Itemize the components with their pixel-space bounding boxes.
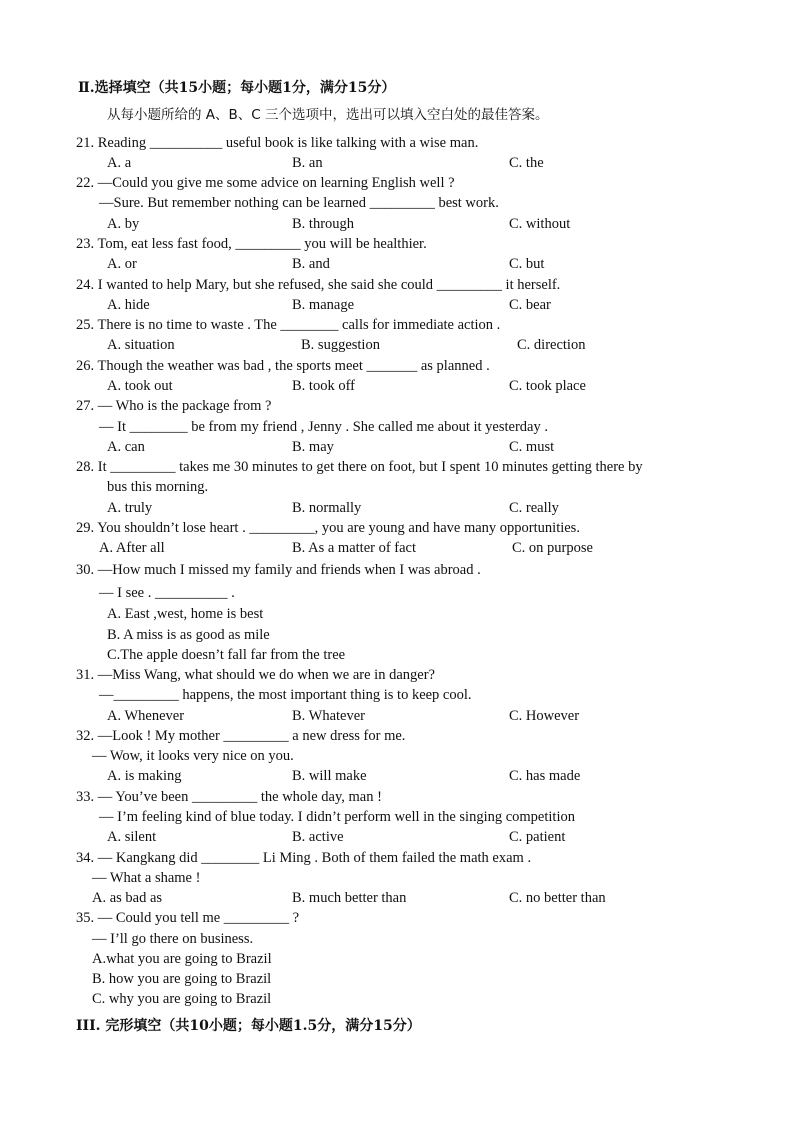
question-30-stem: 30. —How much I missed my family and friends when I was abroad .	[76, 562, 481, 578]
question-30-option-a: A. East ,west, home is best	[107, 606, 264, 622]
question-30-reply: — I see . __________ .	[99, 585, 235, 601]
section-2-heading: Ⅱ.选择填空（共15小题；每小题1分，满分15分）	[78, 80, 396, 96]
question-25-option-c: C. direction	[517, 337, 586, 353]
question-24-stem: 24. I wanted to help Mary, but she refused, she said she could _________ it herself.	[76, 277, 561, 293]
question-33-option-a: A. silent	[107, 829, 157, 845]
question-23-stem: 23. Tom, eat less fast food, _________ you will be healthier.	[76, 236, 427, 252]
question-31-option-c: C. However	[509, 708, 580, 724]
question-27-option-c: C. must	[509, 439, 555, 455]
question-33-stem: 33. — You’ve been _________ the whole day, man !	[76, 789, 382, 805]
question-34-option-a: A. as bad as	[92, 890, 163, 906]
question-30-option-c: C.The apple doesn’t fall far from the tree	[107, 647, 346, 663]
question-33-option-c: C. patient	[509, 829, 566, 845]
question-28-option-c: C. really	[509, 500, 559, 516]
question-23-option-c: C. but	[509, 256, 545, 272]
question-21-option-c: C. the	[509, 155, 544, 171]
question-27-reply: — It ________ be from my friend , Jenny . She called me about it yesterday .	[99, 419, 548, 435]
question-28-option-b: B. normally	[292, 500, 362, 516]
question-26-option-c: C. took place	[509, 378, 586, 394]
question-26-option-a: A. took out	[107, 378, 173, 394]
question-34-option-c: C. no better than	[509, 890, 606, 906]
question-29-option-c: C. on purpose	[512, 540, 593, 556]
question-29-option-a: A. After all	[99, 540, 165, 556]
question-25-option-a: A. situation	[107, 337, 175, 353]
question-32-option-a: A. is making	[107, 768, 182, 784]
question-26-option-b: B. took off	[292, 378, 355, 394]
question-32-option-b: B. will make	[292, 768, 367, 784]
question-32-reply: — Wow, it looks very nice on you.	[92, 748, 294, 764]
question-35-option-c: C. why you are going to Brazil	[92, 991, 272, 1007]
question-34-stem: 34. — Kangkang did ________ Li Ming . Both of them failed the math exam .	[76, 850, 532, 866]
question-27-option-b: B. may	[292, 439, 334, 455]
question-35-option-b: B. how you are going to Brazil	[92, 971, 272, 987]
question-29-stem: 29. You shouldn’t lose heart . _________, you are young and have many opportunities.	[76, 520, 580, 536]
question-31-reply: —_________ happens, the most important thing is to keep cool.	[99, 687, 472, 703]
question-27-stem: 27. — Who is the package from ?	[76, 398, 272, 414]
question-31-option-b: B. Whatever	[292, 708, 366, 724]
question-24-option-c: C. bear	[509, 297, 551, 313]
question-23-option-a: A. or	[107, 256, 137, 272]
question-24-option-a: A. hide	[107, 297, 150, 313]
question-21-option-b: B. an	[292, 155, 323, 171]
question-30-option-b: B. A miss is as good as mile	[107, 627, 270, 643]
question-26-stem: 26. Though the weather was bad , the sports meet _______ as planned .	[76, 358, 490, 374]
question-21-stem: 21. Reading __________ useful book is like talking with a wise man.	[76, 135, 479, 151]
question-21-option-a: A. a	[107, 155, 132, 171]
question-25-option-b: B. suggestion	[301, 337, 380, 353]
question-23-option-b: B. and	[292, 256, 330, 272]
question-25-stem: 25. There is no time to waste . The ________ calls for immediate action .	[76, 317, 501, 333]
question-22-reply: —Sure. But remember nothing can be learned _________ best work.	[99, 195, 499, 211]
question-35-reply: — I’ll go there on business.	[92, 931, 254, 947]
question-29-option-b: B. As a matter of fact	[292, 540, 417, 556]
question-28-option-a: A. truly	[107, 500, 153, 516]
question-27-option-a: A. can	[107, 439, 145, 455]
question-22-option-a: A. by	[107, 216, 140, 232]
question-24-option-b: B. manage	[292, 297, 355, 313]
question-22-option-b: B. through	[292, 216, 355, 232]
question-33-option-b: B. active	[292, 829, 344, 845]
question-34-reply: — What a shame !	[92, 870, 201, 886]
question-32-option-c: C. has made	[509, 768, 581, 784]
question-35-stem: 35. — Could you tell me _________ ?	[76, 910, 300, 926]
question-22-option-c: C. without	[509, 216, 571, 232]
question-28-stem: 28. It _________ takes me 30 minutes to get there on foot, but I spent 10 minutes getting there by	[76, 459, 643, 475]
question-22-stem: 22. —Could you give me some advice on learning English well ?	[76, 175, 455, 191]
question-31-stem: 31. —Miss Wang, what should we do when we are in danger?	[76, 667, 435, 683]
section-2-instruction: 从每小题所给的 A、B、C 三个选项中，选出可以填入空白处的最佳答案。	[107, 107, 549, 123]
question-35-option-a: A.what you are going to Brazil	[92, 951, 272, 967]
question-28-continuation: bus this morning.	[107, 479, 209, 495]
question-33-reply: — I’m feeling kind of blue today. I didn’t perform well in the singing competition	[99, 809, 575, 825]
section-3-heading: III. 完形填空（共10小题；每小题1.5分，满分15分）	[76, 1018, 421, 1034]
question-34-option-b: B. much better than	[292, 890, 407, 906]
question-32-stem: 32. —Look ! My mother _________ a new dress for me.	[76, 728, 406, 744]
question-31-option-a: A. Whenever	[107, 708, 185, 724]
